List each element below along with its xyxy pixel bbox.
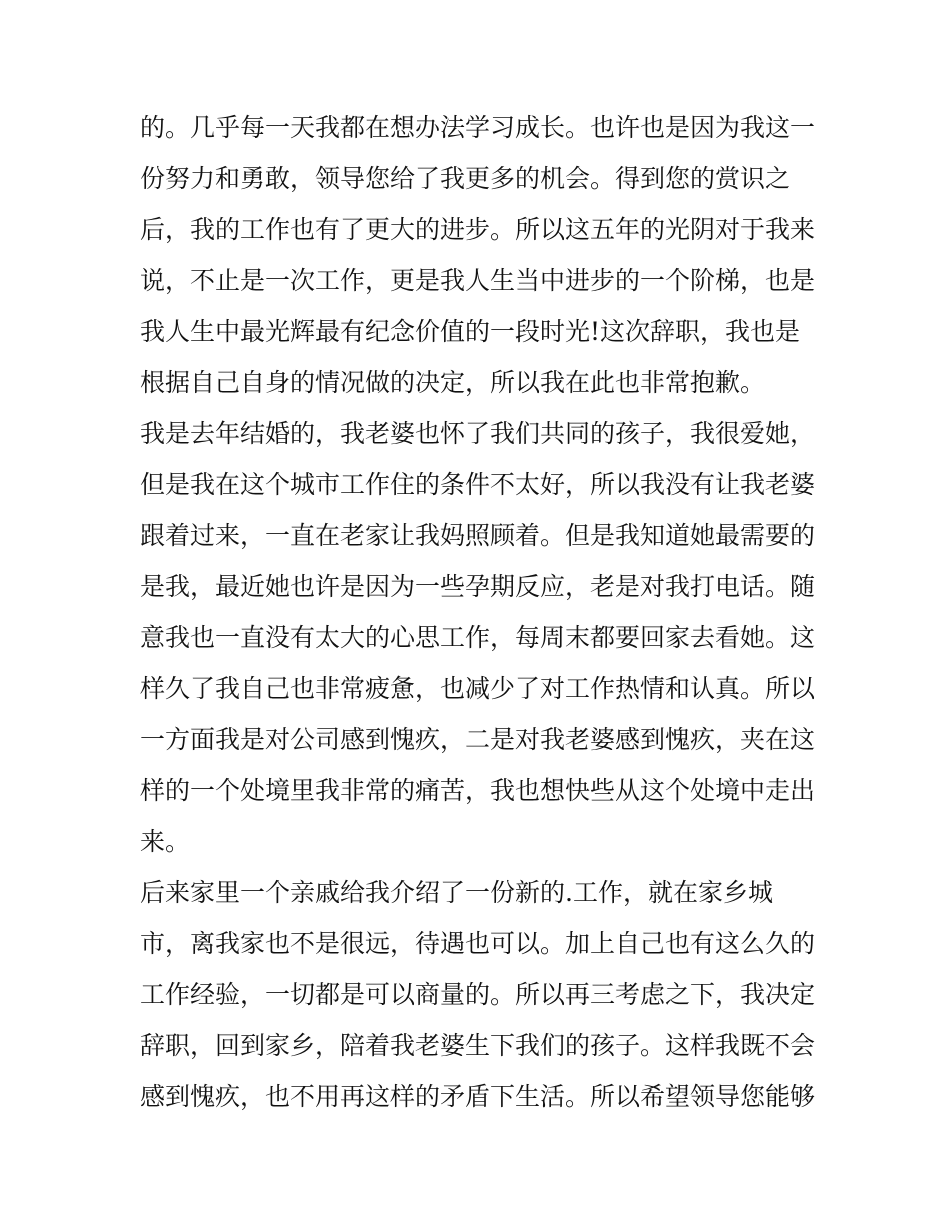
text-line: 感到愧疚，也不用再这样的矛盾下生活。所以希望领导您能够 xyxy=(140,1082,816,1111)
text-line: 样的一个处境里我非常的痛苦，我也想快些从这个处境中走出 xyxy=(140,776,816,805)
text-line: 辞职，回到家乡，陪着我老婆生下我们的孩子。这样我既不会 xyxy=(140,1031,816,1060)
text-line: 工作经验，一切都是可以商量的。所以再三考虑之下，我决定 xyxy=(140,980,816,1009)
text-line: 跟着过来，一直在老家让我妈照顾着。但是我知道她最需要的 xyxy=(140,521,816,550)
body-text xyxy=(140,102,830,1122)
text-line: 一方面我是对公司感到愧疚，二是对我老婆感到愧疚，夹在这 xyxy=(140,725,816,754)
text-line: 份努力和勇敢，领导您给了我更多的机会。得到您的赏识之 xyxy=(140,164,791,193)
text-line: 但是我在这个城市工作住的条件不太好，所以我没有让我老婆 xyxy=(140,470,816,499)
text-line: 的。几乎每一天我都在想办法学习成长。也许也是因为我这一 xyxy=(140,113,816,142)
text-line: 样久了我自己也非常疲惫，也减少了对工作热情和认真。所以 xyxy=(140,674,816,703)
text-line: 我是去年结婚的，我老婆也怀了我们共同的孩子，我很爱她， xyxy=(140,419,816,448)
text-line: 意我也一直没有太大的心思工作，每周末都要回家去看她。这 xyxy=(140,623,816,652)
text-line: 市，离我家也不是很远，待遇也可以。加上自己也有这么久的 xyxy=(140,929,816,958)
text-line: 我人生中最光辉最有纪念价值的一段时光!这次辞职，我也是 xyxy=(140,317,801,346)
text-line: 根据自己自身的情况做的决定，所以我在此也非常抱歉。 xyxy=(140,368,766,397)
text-line: 是我，最近她也许是因为一些孕期反应，老是对我打电话。随 xyxy=(140,572,816,601)
text-line: 来。 xyxy=(140,827,191,856)
text-line: 说，不止是一次工作，更是我人生当中进步的一个阶梯，也是 xyxy=(140,266,816,295)
text-line: 后来家里一个亲戚给我介绍了一份新的.工作，就在家乡城 xyxy=(140,878,773,907)
text-line: 后，我的工作也有了更大的进步。所以这五年的光阴对于我来 xyxy=(140,215,816,244)
